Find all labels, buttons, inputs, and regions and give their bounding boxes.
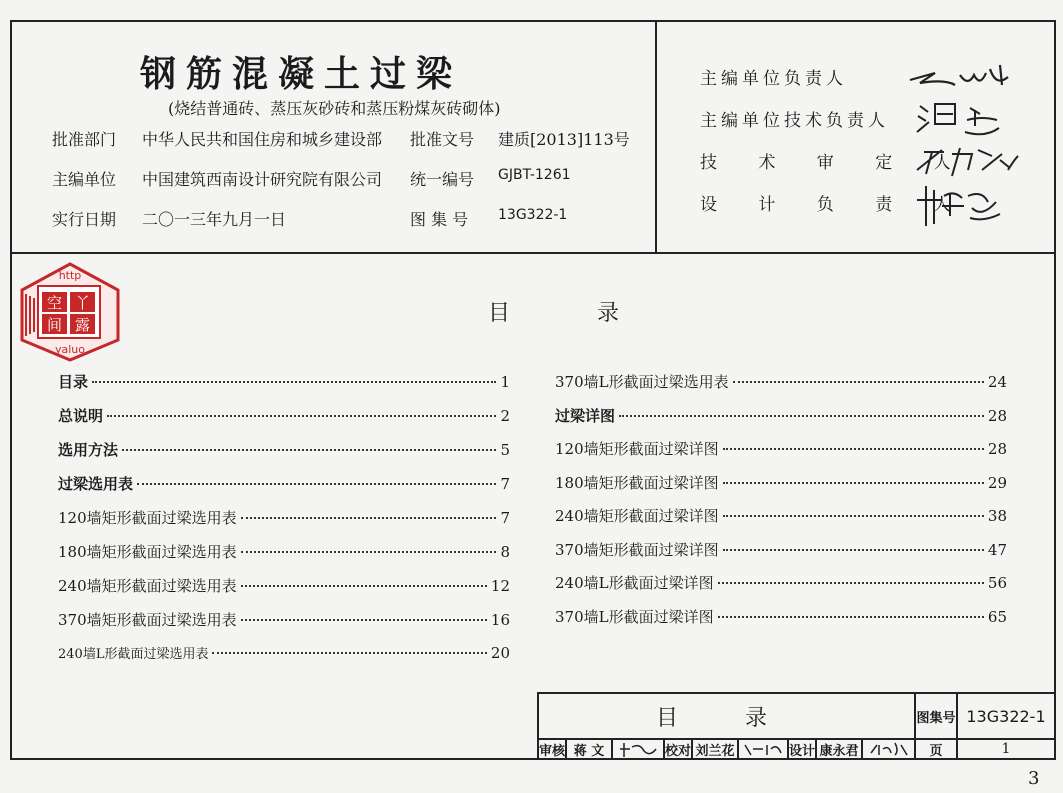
toc-entry-label: 选用方法 [58, 441, 119, 459]
toc-entry-label: 240墙矩形截面过梁详图 [555, 507, 719, 525]
header-divider [10, 252, 1056, 254]
tb-design-signature-cell [863, 740, 916, 760]
unified-no: GJBT-1261 [498, 167, 571, 183]
signature-1 [905, 55, 1015, 95]
tb-atlas-label: 图集号 [916, 710, 956, 726]
toc-leader-dots [619, 415, 984, 417]
toc-entry [555, 539, 1007, 561]
toc-entry [58, 609, 510, 631]
toc-entry-label: 370墙矩形截面过梁选用表 [58, 611, 237, 629]
unified-no-label: 统一编号 [410, 170, 475, 189]
tb-check-name-cell [693, 740, 739, 760]
toc-leader-dots [241, 517, 497, 519]
tb-page-value: 1 [1001, 741, 1011, 757]
toc-entry [58, 371, 510, 393]
stamp-top-text: http [58, 269, 82, 282]
toc-entry-page: 7 [500, 475, 510, 493]
resp-design-lead: 设 计 负 责 人 [700, 195, 969, 215]
toc-entry [58, 473, 510, 495]
tb-title-cell [539, 694, 916, 740]
approval-dept: 中华人民共和国住房和城乡建设部 [142, 130, 383, 149]
tb-review-signature [618, 741, 658, 757]
tb-check-name: 刘兰花 [695, 743, 735, 759]
toc-entry-page: 8 [500, 543, 510, 561]
toc-leader-dots [718, 582, 984, 584]
tb-review-signature-cell [613, 740, 665, 760]
publisher-stamp-icon [20, 262, 120, 362]
toc-leader-dots [241, 585, 487, 587]
toc-leader-dots [241, 619, 487, 621]
toc-entry-page: 20 [490, 644, 510, 662]
toc-leader-dots [723, 549, 984, 551]
toc-entry-label: 240墙L形截面过梁详图 [555, 574, 714, 592]
tb-title: 目 录 [656, 705, 797, 731]
tb-check-label-cell [665, 740, 693, 760]
toc-leader-dots [137, 483, 496, 485]
tb-check-label: 校对 [665, 743, 692, 759]
toc-leader-dots [723, 515, 984, 517]
toc-entry [555, 472, 1007, 494]
approval-no: 建质[2013]113号 [498, 130, 630, 149]
toc-entry-page: 47 [987, 540, 1007, 559]
atlas-no-label: 图 集 号 [410, 210, 469, 229]
toc-entry [58, 439, 510, 461]
toc-entry-page: 28 [987, 406, 1007, 425]
toc-entry-label: 370墙L形截面过梁详图 [555, 607, 714, 626]
chief-unit-label: 主编单位 [52, 170, 117, 189]
toc-entry-label: 180墙矩形截面过梁选用表 [58, 543, 237, 561]
tb-design-signature [869, 741, 909, 757]
toc-entry-label: 过梁详图 [555, 406, 616, 425]
toc-entry [555, 606, 1007, 628]
tb-page-value-cell [958, 740, 1056, 760]
tb-review-name-cell [567, 740, 613, 760]
toc-entry [555, 572, 1007, 594]
tb-review-name: 蒋 文 [573, 743, 605, 759]
toc-entry [555, 371, 1007, 393]
toc-entry-page: 29 [987, 473, 1007, 492]
stamp-char-3: 间 [46, 316, 63, 334]
toc-leader-dots [122, 449, 496, 451]
toc-entry-label: 120墙矩形截面过梁选用表 [58, 509, 237, 527]
header-vertical-divider [655, 20, 657, 252]
toc-entry [58, 643, 510, 665]
toc-leader-dots [718, 616, 984, 618]
atlas-no: 13G322-1 [498, 207, 568, 223]
toc-entry-label: 370墙矩形截面过梁详图 [555, 540, 719, 559]
stamp-bottom-text: yaluo [54, 343, 86, 356]
toc-entry-page: 38 [987, 507, 1007, 525]
toc-entry-page: 16 [490, 611, 510, 629]
toc-entry [58, 541, 510, 563]
toc-heading: 目 录 [488, 301, 659, 326]
toc-entry-page: 7 [500, 509, 510, 527]
document-title: 钢筋混凝土过梁 [140, 53, 463, 95]
stamp-char-1: 空 [46, 294, 63, 312]
toc-leader-dots [212, 652, 486, 654]
toc-entry-label: 180墙矩形截面过梁详图 [555, 473, 719, 492]
toc-entry [58, 507, 510, 529]
toc-leader-dots [723, 482, 984, 484]
toc-entry [555, 405, 1007, 427]
toc-entry-page: 5 [500, 441, 510, 459]
effective-date-label: 实行日期 [52, 210, 117, 229]
tb-review-label: 审核 [539, 743, 566, 759]
tb-review-label-cell [539, 740, 567, 760]
toc-entry-label: 240墙L形截面过梁选用表 [58, 647, 209, 662]
tb-design-name-cell [817, 740, 863, 760]
toc-entry [555, 438, 1007, 460]
tb-atlas-value-cell [958, 694, 1056, 740]
toc-entry-page: 24 [987, 373, 1007, 391]
tb-page-label-cell [916, 740, 958, 760]
tb-design-name: 康永君 [819, 743, 859, 759]
tb-atlas-value: 13G322-1 [966, 706, 1046, 726]
toc-entry [555, 505, 1007, 527]
toc-leader-dots [723, 448, 984, 450]
tb-atlas-label-cell [916, 694, 958, 740]
effective-date: 二〇一三年九月一日 [142, 210, 287, 229]
toc-entry-label: 370墙L形截面过梁选用表 [555, 373, 729, 391]
toc-entry [58, 575, 510, 597]
toc-entry-label: 过梁选用表 [58, 475, 134, 493]
toc-entry [58, 405, 510, 427]
toc-leader-dots [107, 415, 496, 417]
toc-leader-dots [92, 381, 496, 383]
toc-entry-page: 56 [987, 574, 1007, 592]
signature-2 [915, 98, 1005, 138]
tb-design-label-cell [789, 740, 817, 760]
tb-check-signature [743, 741, 783, 757]
toc-entry-label: 120墙矩形截面过梁详图 [555, 440, 719, 458]
signature-3 [912, 140, 1022, 180]
approval-no-label: 批准文号 [410, 130, 475, 149]
tb-design-label: 设计 [789, 743, 816, 759]
title-block [537, 692, 1056, 760]
tb-check-signature-cell [739, 740, 789, 760]
page-number: 3 [1028, 768, 1040, 789]
toc-entry-label: 总说明 [58, 407, 104, 425]
signature-4 [912, 182, 1012, 232]
toc-entry-page: 12 [490, 577, 510, 595]
resp-reviewer: 技 术 审 定 人 [700, 153, 969, 173]
toc-leader-dots [733, 381, 984, 383]
chief-unit: 中国建筑西南设计研究院有限公司 [142, 170, 383, 189]
toc-leader-dots [241, 551, 497, 553]
tb-page-label: 页 [929, 743, 943, 759]
stamp-char-2: 丫 [74, 294, 91, 312]
toc-entry-label: 240墙矩形截面过梁选用表 [58, 577, 237, 595]
toc-entry-page: 1 [500, 373, 510, 391]
stamp-char-4: 露 [74, 316, 91, 334]
toc-entry-page: 28 [987, 440, 1007, 458]
toc-entry-page: 2 [500, 407, 510, 425]
toc-entry-label: 目录 [58, 373, 89, 391]
approval-dept-label: 批准部门 [52, 130, 117, 149]
resp-tech-lead: 主编单位技术负责人 [700, 111, 889, 131]
toc-entry-page: 65 [987, 607, 1007, 626]
document-subtitle: (烧结普通砖、蒸压灰砂砖和蒸压粉煤灰砖砌体) [168, 99, 501, 118]
resp-chief-unit: 主编单位负责人 [700, 69, 847, 89]
